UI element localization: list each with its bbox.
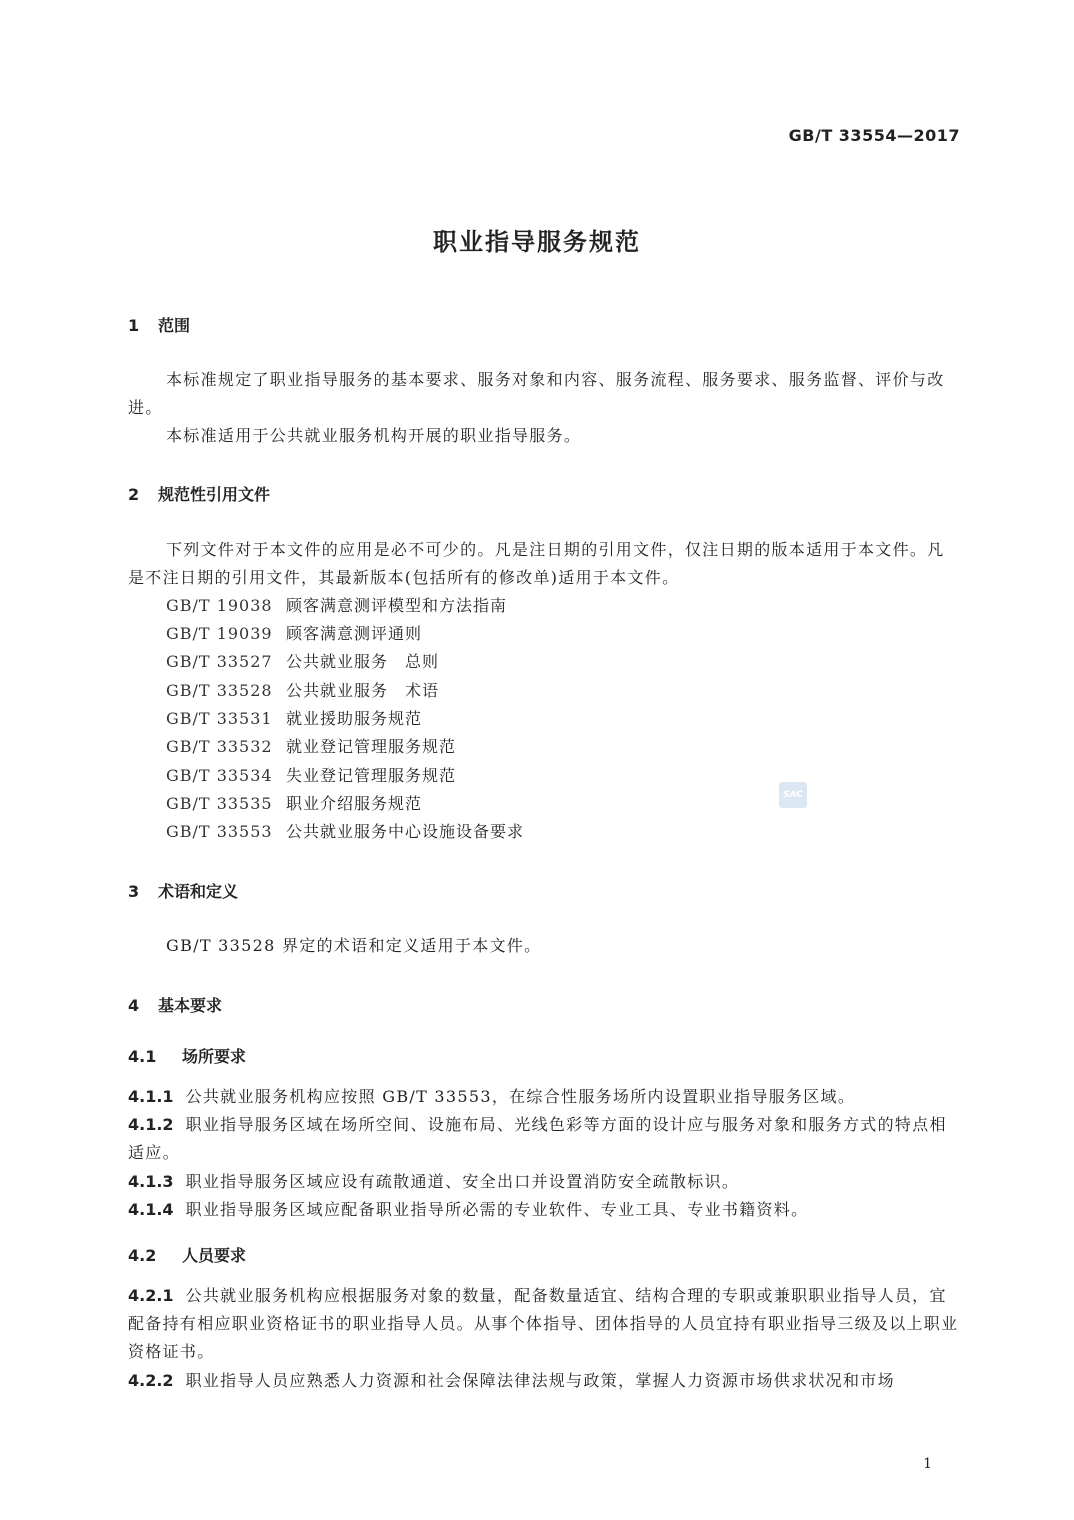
section-title: 范围	[158, 316, 191, 335]
clause-text: 公共就业服务机构应根据服务对象的数量，配备数量适宜、结构合理的专职或兼职职业指导人员，宜配备持有相应职业资格证书的职业指导人员。从事个体指导、团体指导的人员宜持有职业指导三级及以上职业资格证书。	[128, 1286, 959, 1361]
clause-text: 职业指导人员应熟悉人力资源和社会保障法律法规与政策，掌握人力资源市场供求状况和市场	[185, 1371, 895, 1390]
page-number: 1	[923, 1456, 932, 1472]
section-number: 3	[128, 882, 140, 901]
clause-number: 4.1.3	[128, 1172, 174, 1191]
reference-code: GB/T 33528	[166, 681, 273, 700]
subsection-title: 场所要求	[182, 1047, 247, 1066]
reference-code: GB/T 19038	[166, 596, 273, 615]
section-title: 规范性引用文件	[158, 485, 271, 504]
section-1-heading	[128, 313, 190, 336]
reference-code: GB/T 33535	[166, 794, 273, 813]
clause-number: 4.2.2	[128, 1371, 174, 1390]
reference-item	[166, 705, 422, 733]
standard-number: GB/T 33554—2017	[788, 126, 960, 145]
section-3-heading	[128, 879, 238, 902]
reference-item	[166, 790, 422, 818]
clause-4-1-2	[128, 1111, 960, 1167]
paragraph: 下列文件对于本文件的应用是必不可少的。凡是注日期的引用文件，仅注日期的版本适用于本文件。凡是不注日期的引用文件，其最新版本(包括所有的修改单)适用于本文件。	[128, 540, 945, 587]
reference-title: 公共就业服务中心设施设备要求	[286, 822, 525, 841]
sac-watermark-logo: SAC	[779, 782, 807, 808]
reference-code: GB/T 33532	[166, 737, 273, 756]
reference-title: 就业援助服务规范	[286, 709, 423, 728]
clause-number: 4.1.1	[128, 1087, 174, 1106]
reference-code: GB/T 33553	[166, 822, 273, 841]
reference-title: 顾客满意测评模型和方法指南	[286, 596, 508, 615]
clause-text: 公共就业服务机构应按照 GB/T 33553，在综合性服务场所内设置职业指导服务区域。	[185, 1087, 856, 1106]
reference-item	[166, 762, 456, 790]
section-number: 4	[128, 996, 140, 1015]
reference-code: GB/T 33527	[166, 652, 273, 671]
reference-title: 顾客满意测评通则	[286, 624, 423, 643]
subsection-number: 4.1	[128, 1047, 157, 1066]
reference-code: GB/T 19039	[166, 624, 273, 643]
clause-number: 4.1.4	[128, 1200, 174, 1219]
section-2-heading	[128, 482, 270, 505]
clause-4-1-1	[128, 1083, 960, 1111]
section-number: 1	[128, 316, 140, 335]
reference-title: 失业登记管理服务规范	[286, 766, 457, 785]
clause-4-2-2	[128, 1367, 960, 1395]
clause-4-1-3	[128, 1168, 960, 1196]
paragraph: 本标准适用于公共就业服务机构开展的职业指导服务。	[166, 426, 582, 445]
clause-text: 职业指导服务区域应配备职业指导所必需的专业软件、专业工具、专业书籍资料。	[185, 1200, 809, 1219]
section-title: 基本要求	[158, 996, 223, 1015]
paragraph: 本标准规定了职业指导服务的基本要求、服务对象和内容、服务流程、服务要求、服务监督、评价与改进。	[128, 370, 945, 417]
clause-4-2-1	[128, 1282, 960, 1366]
clause-number: 4.2.1	[128, 1286, 174, 1305]
paragraph: GB/T 33528 界定的术语和定义适用于本文件。	[166, 936, 542, 955]
reference-item	[166, 677, 439, 705]
clause-number: 4.1.2	[128, 1115, 174, 1134]
section-number: 2	[128, 485, 140, 504]
reference-item	[166, 733, 456, 761]
subsection-number: 4.2	[128, 1246, 157, 1265]
subsection-4-2-heading	[128, 1243, 246, 1266]
document-title: 职业指导服务规范	[433, 228, 641, 256]
reference-code: GB/T 33531	[166, 709, 273, 728]
subsection-4-1-heading	[128, 1044, 246, 1067]
section-title: 术语和定义	[158, 882, 239, 901]
reference-code: GB/T 33534	[166, 766, 273, 785]
reference-title: 公共就业服务 总则	[286, 652, 440, 671]
subsection-title: 人员要求	[182, 1246, 247, 1265]
clause-4-1-4	[128, 1196, 960, 1224]
reference-title: 就业登记管理服务规范	[286, 737, 457, 756]
section-4-heading	[128, 993, 222, 1016]
reference-item	[166, 592, 507, 620]
reference-title: 职业介绍服务规范	[286, 794, 423, 813]
reference-item	[166, 818, 524, 846]
reference-item	[166, 620, 422, 648]
reference-item	[166, 648, 439, 676]
clause-text: 职业指导服务区域在场所空间、设施布局、光线色彩等方面的设计应与服务对象和服务方式的特点相适应。	[128, 1115, 947, 1162]
clause-text: 职业指导服务区域应设有疏散通道、安全出口并设置消防安全疏散标识。	[185, 1172, 740, 1191]
reference-title: 公共就业服务 术语	[286, 681, 440, 700]
